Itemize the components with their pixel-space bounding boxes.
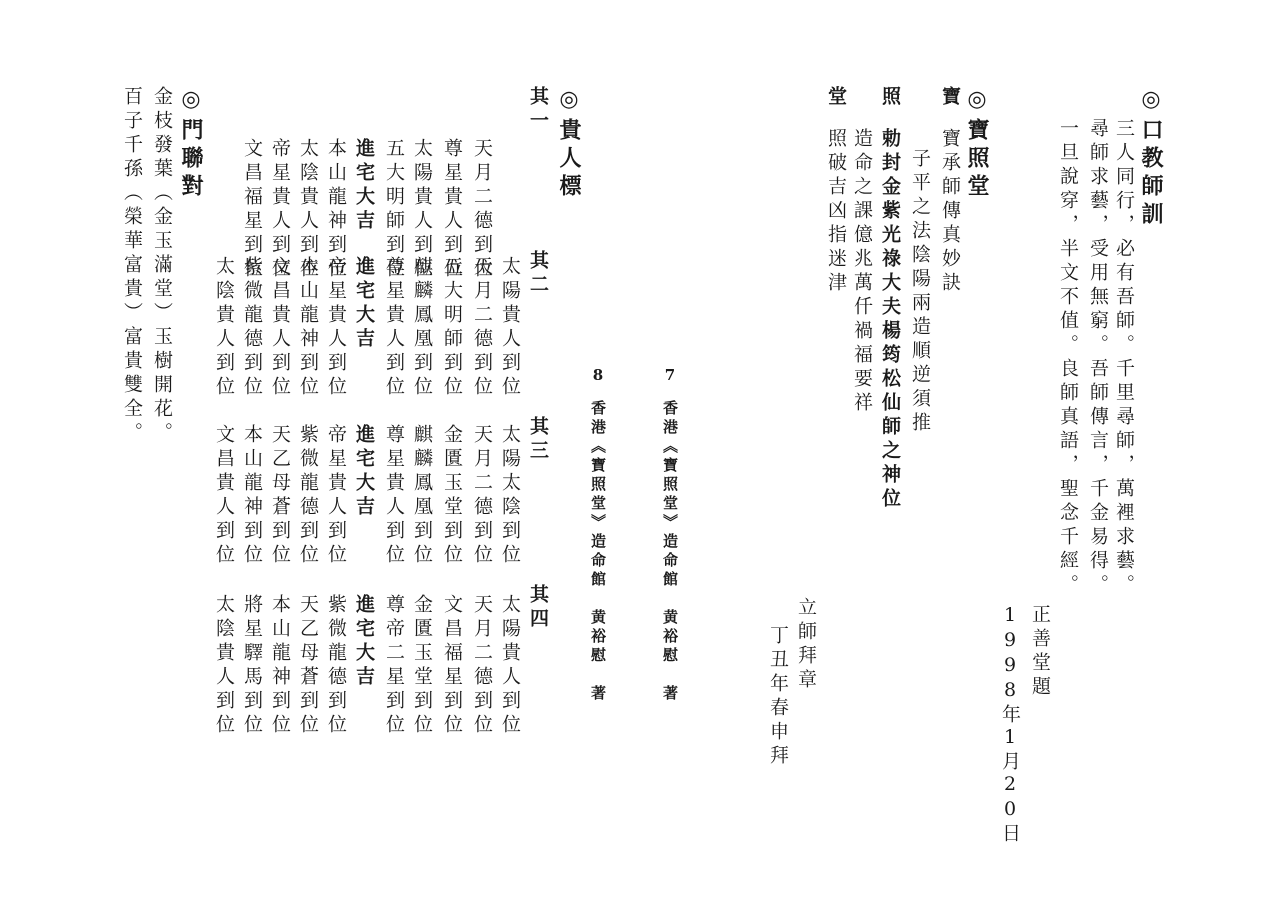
noble-entry: 麒麟鳳凰到位 <box>411 424 433 568</box>
noble-entry: 文昌貴人到位 <box>213 424 235 568</box>
noble-entry: 太陽貴人到位 <box>499 256 521 400</box>
page-number: 7 <box>661 366 679 388</box>
noble-entry: 天月二德到位 <box>471 256 493 400</box>
bao-zhao-tang-title: ◎寶照堂 <box>964 86 990 202</box>
group-label: 其四 <box>527 584 549 632</box>
bao-line: 造命之課億兆萬仟禍福要祥 <box>851 128 873 416</box>
bao-line: 子平之法陰陽兩造順逆須推 <box>909 148 931 436</box>
noble-entry: 金匱玉堂到位 <box>441 424 463 568</box>
noble-entry: 金匱玉堂到位 <box>411 594 433 738</box>
noble-entry: 帝星貴人到位 <box>269 138 291 282</box>
group-mid: 進宅大吉 <box>353 138 375 234</box>
noble-entry: 尊帝二星到位 <box>383 594 405 738</box>
noble-entry: 麒麟鳳凰到位 <box>411 256 433 400</box>
couplet-line: 百子千孫（榮華富貴）富貴雙全。 <box>121 86 143 446</box>
bao-line: 照破吉凶指迷津 <box>825 128 847 296</box>
noble-entry: 天月二德到位 <box>471 138 493 282</box>
noble-entry: 本山龍神到位 <box>297 256 319 400</box>
noble-entry: 尊星貴人到位 <box>441 138 463 282</box>
motto-title: ◎口教師訓 <box>1138 86 1164 230</box>
noble-entry: 紫微龍德到位 <box>241 256 263 400</box>
noble-entry: 天乙母蒼到位 <box>297 594 319 738</box>
noble-entry: 文昌福星到位 <box>441 594 463 738</box>
noble-entry: 天月二德到位 <box>471 594 493 738</box>
couplet-line: 金枝發葉（金玉滿堂）玉樹開花。 <box>151 86 173 446</box>
noble-entry: 太陽太陰到位 <box>499 424 521 568</box>
noble-entry: 天月二德到位 <box>471 424 493 568</box>
signature-hall: 正善堂題 <box>1029 604 1051 700</box>
noble-entry: 本山龍神到位 <box>241 424 263 568</box>
motto-line: 三人同行，必有吾師。千里尋師，萬裡求藝。 <box>1113 118 1135 598</box>
noble-entry: 文昌福星到位 <box>241 138 263 282</box>
signature-date: 1998年1月20日 <box>999 604 1021 845</box>
motto-line: 一旦說穿，半文不值。良師真語，聖念千經。 <box>1057 118 1079 598</box>
group-mid: 進宅大吉 <box>353 256 375 352</box>
group-label: 其三 <box>527 416 549 464</box>
group-label: 其一 <box>527 86 549 134</box>
page-number: 8 <box>589 366 607 388</box>
noble-entry: 帝星貴人到位 <box>325 424 347 568</box>
zhao-char: 照 <box>879 86 901 110</box>
noble-entry: 本山龍神到位 <box>269 594 291 738</box>
noble-entry: 紫微龍德到位 <box>297 424 319 568</box>
bao-char: 寶 <box>939 86 961 110</box>
signature-master: 立師拜章 <box>795 597 817 693</box>
group-mid: 進宅大吉 <box>353 594 375 690</box>
deity-tablet: 勅封金紫光祿大夫楊筠松仙師之神位 <box>879 128 901 512</box>
noble-entry: 太陰貴人到位 <box>297 138 319 282</box>
noble-entry: 太陰貴人到位 <box>213 594 235 738</box>
group-mid: 進宅大吉 <box>353 424 375 520</box>
page-footer: 香港《寶照堂》造命館 黄裕慰 著 <box>589 400 607 704</box>
page-footer: 香港《寶照堂》造命館 黄裕慰 著 <box>661 400 679 704</box>
signature-year: 丁丑年春申拜 <box>767 625 789 769</box>
noble-entry: 紫微龍德到位 <box>325 594 347 738</box>
bao-line: 寶承師傳真妙訣 <box>939 128 961 296</box>
noble-entry: 文昌貴人到位 <box>269 256 291 400</box>
noble-entry: 尊星貴人到位 <box>383 424 405 568</box>
motto-line: 尋師求藝，受用無窮。吾師傳言，千金易得。 <box>1087 118 1109 598</box>
noble-entry: 將星驛馬到位 <box>241 594 263 738</box>
noble-entry: 尊星貴人到位 <box>383 256 405 400</box>
tang-char: 堂 <box>825 86 847 110</box>
noble-entry: 五大明師到位 <box>441 256 463 400</box>
couplet-title: ◎門聯對 <box>178 86 204 202</box>
noble-entry: 太陽貴人到位 <box>411 138 433 282</box>
group-label: 其二 <box>527 250 549 298</box>
noble-entry: 帝星貴人到位 <box>325 256 347 400</box>
nobles-title: ◎貴人標 <box>556 86 582 202</box>
noble-entry: 天乙母蒼到位 <box>269 424 291 568</box>
noble-entry: 五大明師到位 <box>383 138 405 282</box>
noble-entry: 本山龍神到位 <box>325 138 347 282</box>
noble-entry: 太陰貴人到位 <box>213 256 235 400</box>
noble-entry: 太陽貴人到位 <box>499 594 521 738</box>
